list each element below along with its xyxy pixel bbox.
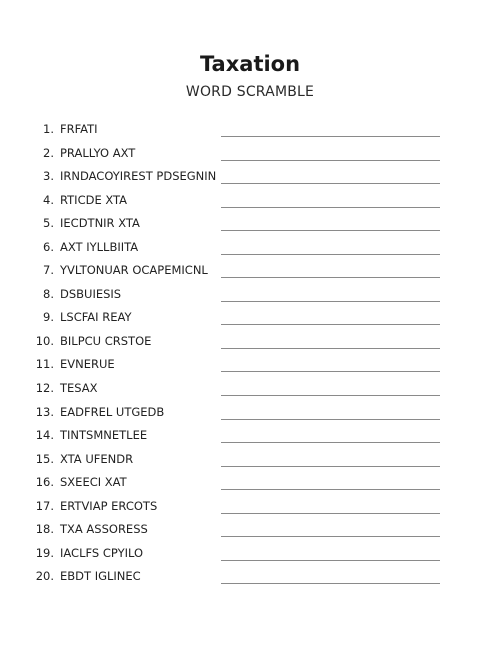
scrambled-word: FRFATI bbox=[60, 122, 98, 136]
scrambled-word: BILPCU CRSTOE bbox=[60, 333, 152, 348]
answer-line[interactable] bbox=[221, 160, 440, 161]
answer-line[interactable] bbox=[221, 207, 440, 208]
scrambled-word: YVLTONUAR OCAPEMICNL bbox=[60, 263, 208, 278]
answer-line[interactable] bbox=[221, 371, 440, 372]
list-item bbox=[0, 517, 500, 541]
list-item bbox=[0, 117, 500, 141]
list-item bbox=[0, 423, 500, 447]
item-number: 19. bbox=[35, 545, 54, 560]
item-number: 11. bbox=[35, 357, 54, 372]
scrambled-word: SXEECI XAT bbox=[60, 475, 127, 490]
item-number: 7. bbox=[43, 263, 54, 278]
item-number: 10. bbox=[35, 333, 54, 348]
item-number: 3. bbox=[43, 169, 54, 184]
list-item bbox=[0, 400, 500, 424]
answer-line[interactable] bbox=[221, 277, 440, 278]
scrambled-word: AXT IYLLBIITA bbox=[60, 239, 139, 254]
list-item bbox=[0, 282, 500, 306]
answer-line[interactable] bbox=[221, 419, 440, 420]
item-number: 20. bbox=[35, 569, 54, 584]
item-number: 2. bbox=[43, 145, 54, 160]
answer-line[interactable] bbox=[221, 560, 440, 561]
item-number: 13. bbox=[35, 404, 54, 419]
scrambled-word: EVNERUE bbox=[60, 357, 115, 372]
list-item bbox=[0, 164, 500, 188]
list-item bbox=[0, 376, 500, 400]
item-number: 15. bbox=[35, 451, 54, 466]
list-item bbox=[0, 470, 500, 494]
scrambled-word: RTICDE XTA bbox=[60, 192, 128, 207]
scrambled-word: TINTSMNETLEE bbox=[60, 428, 148, 443]
list-item bbox=[0, 564, 500, 588]
item-number: 14. bbox=[35, 428, 54, 443]
scrambled-word: XTA UFENDR bbox=[60, 451, 134, 466]
list-item bbox=[0, 141, 500, 165]
answer-line[interactable] bbox=[221, 536, 440, 537]
list-item bbox=[0, 235, 500, 259]
list-item bbox=[0, 352, 500, 376]
item-number: 16. bbox=[35, 475, 54, 490]
scrambled-word: PRALLYO AXT bbox=[60, 145, 136, 160]
scrambled-word: IRNDACOYIREST PDSEGNIN bbox=[60, 169, 217, 184]
answer-line[interactable] bbox=[221, 136, 440, 137]
scrambled-word: EADFREL UTGEDB bbox=[60, 404, 165, 419]
answer-line[interactable] bbox=[221, 183, 440, 184]
item-number: 9. bbox=[43, 310, 54, 325]
scrambled-word: TXA ASSORESS bbox=[60, 522, 148, 537]
list-item bbox=[0, 447, 500, 471]
answer-line[interactable] bbox=[221, 254, 440, 255]
scrambled-word: TESAX bbox=[60, 381, 98, 396]
answer-line[interactable] bbox=[221, 230, 440, 231]
list-item bbox=[0, 258, 500, 282]
item-number: 4. bbox=[43, 192, 54, 207]
worksheet-title: Taxation bbox=[199, 52, 301, 76]
scrambled-word: IACLFS CPYILO bbox=[60, 545, 144, 560]
list-item bbox=[0, 541, 500, 565]
scrambled-word: ERTVIAP ERCOTS bbox=[60, 498, 158, 513]
scrambled-word: DSBUIESIS bbox=[60, 286, 122, 301]
answer-line[interactable] bbox=[221, 466, 440, 467]
answer-line[interactable] bbox=[221, 324, 440, 325]
item-number: 17. bbox=[35, 498, 54, 513]
item-number: 12. bbox=[35, 381, 54, 396]
list-item bbox=[0, 211, 500, 235]
answer-line[interactable] bbox=[221, 442, 440, 443]
answer-line[interactable] bbox=[221, 489, 440, 490]
answer-line[interactable] bbox=[221, 301, 440, 302]
scrambled-word: IECDTNIR XTA bbox=[60, 216, 140, 231]
scrambled-word: EBDT IGLINEC bbox=[60, 569, 141, 584]
answer-line[interactable] bbox=[221, 348, 440, 349]
item-number: 5. bbox=[43, 216, 54, 231]
list-item bbox=[0, 188, 500, 212]
scrambled-word: LSCFAI REAY bbox=[60, 310, 132, 325]
worksheet-subtitle: WORD SCRAMBLE bbox=[185, 84, 315, 100]
answer-line[interactable] bbox=[221, 395, 440, 396]
scramble-list bbox=[0, 117, 500, 588]
item-number: 1. bbox=[43, 122, 54, 136]
item-number: 18. bbox=[35, 522, 54, 537]
list-item bbox=[0, 305, 500, 329]
list-item bbox=[0, 329, 500, 353]
answer-line[interactable] bbox=[221, 583, 440, 584]
answer-line[interactable] bbox=[221, 513, 440, 514]
item-number: 8. bbox=[43, 286, 54, 301]
list-item bbox=[0, 494, 500, 518]
item-number: 6. bbox=[43, 239, 54, 254]
